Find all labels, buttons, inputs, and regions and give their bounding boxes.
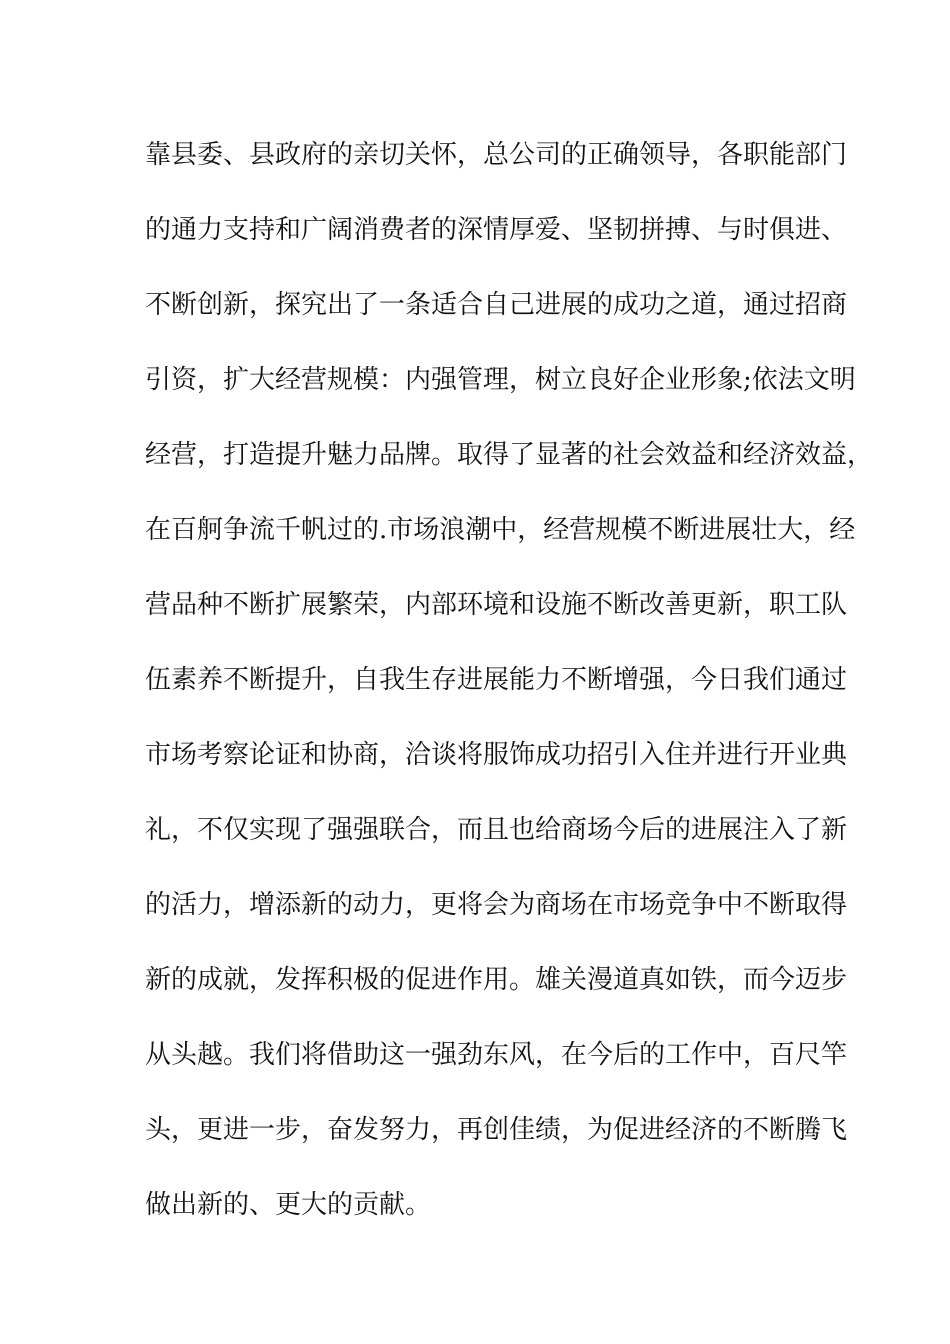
text-line: 礼，不仅实现了强强联合，而且也给商场今后的进展注入了新 [145,815,848,845]
body-paragraph [145,134,874,1259]
text-line: 的通力支持和广阔消费者的深情厚爱、坚韧拼搏、与时俱进、 [145,215,848,245]
text-line: 新的成就，发挥积极的促进作用。雄关漫道真如铁，而今迈步 [145,965,848,995]
text-line: 做出新的、更大的贡献。 [145,1190,432,1220]
text-line: 靠县委、县政府的亲切关怀，总公司的正确领导，各职能部门 [145,140,848,170]
text-line: 不断创新，探究出了一条适合自己进展的成功之道，通过招商 [145,290,848,320]
text-line: 市场考察论证和协商，洽谈将服饰成功招引入住并进行开业典 [145,740,848,770]
text-line: 引资，扩大经营规模：内强管理，树立良好企业形象;依法文明 [145,365,856,395]
text-line: 营品种不断扩展繁荣，内部环境和设施不断改善更新，职工队 [145,590,848,620]
text-line: 从头越。我们将借助这一强劲东风，在今后的工作中，百尺竿 [145,1040,848,1070]
text-line: 在百舸争流千帆过的.市场浪潮中，经营规模不断进展壮大，经 [145,515,856,545]
text-line: 伍素养不断提升，自我生存进展能力不断增强，今日我们通过 [145,665,848,695]
text-line: 的活力，增添新的动力，更将会为商场在市场竞争中不断取得 [145,890,848,920]
text-line: 头，更进一步，奋发努力，再创佳绩，为促进经济的不断腾飞 [145,1115,848,1145]
text-line: 经营，打造提升魅力品牌。取得了显著的社会效益和经济效益， [145,440,874,470]
